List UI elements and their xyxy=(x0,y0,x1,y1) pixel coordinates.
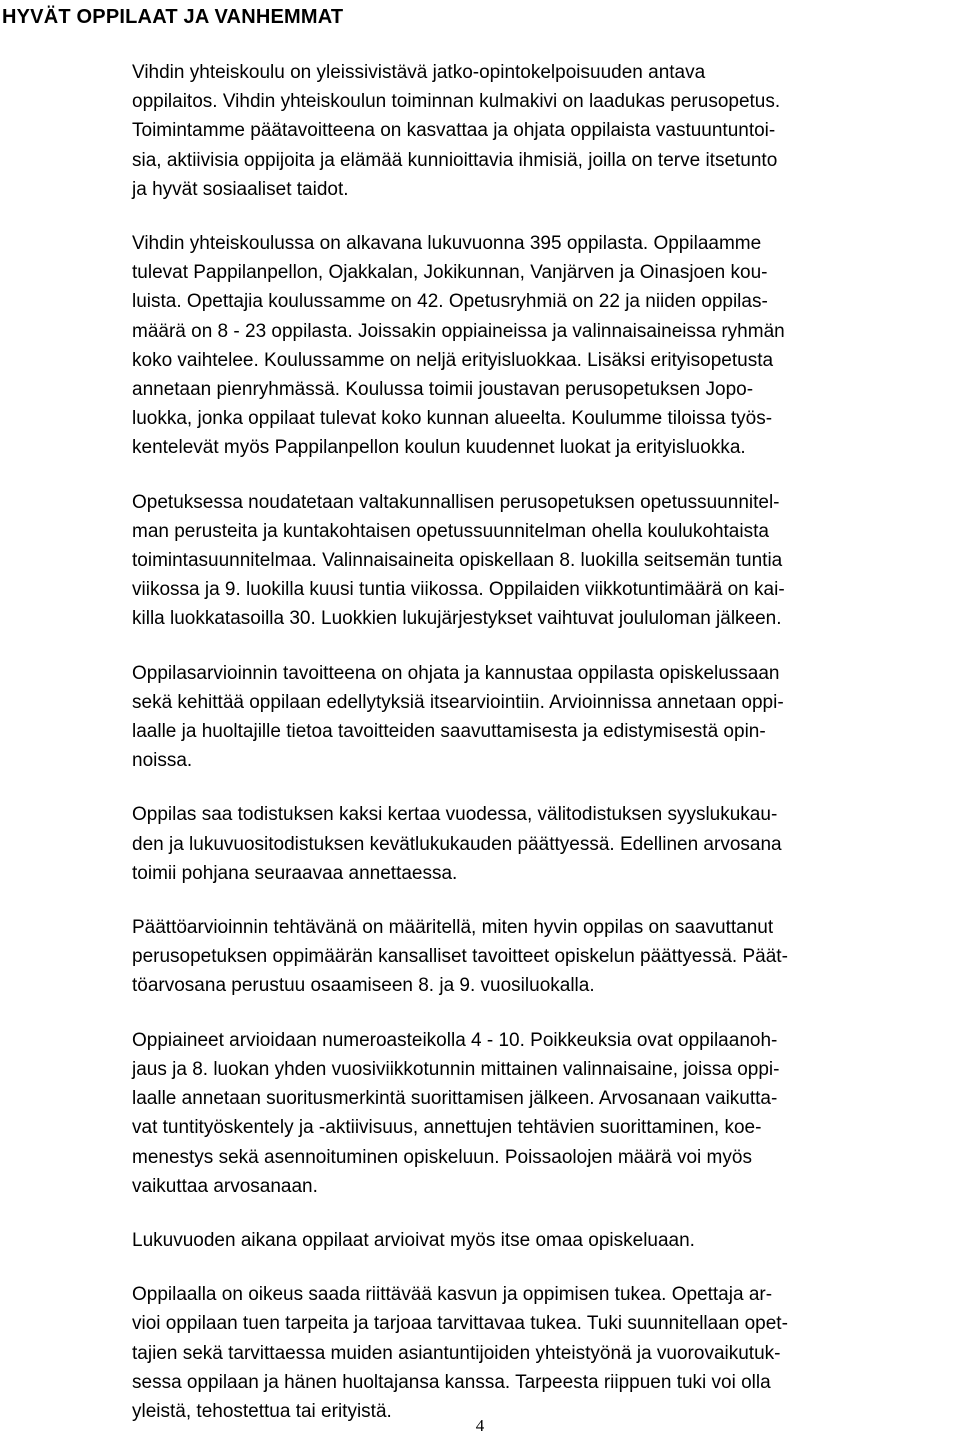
text-line: man perusteita ja kuntakohtaisen opetussuunnitelman ohella koulukohtaista xyxy=(132,520,769,542)
paragraph-final-assessment xyxy=(132,913,957,1001)
text-line: Opetuksessa noudatetaan valtakunnallisen perusopetuksen opetussuunnitel- xyxy=(132,491,780,513)
text-line: koko vaihtelee. Koulussamme on neljä erityisluokkaa. Lisäksi erityisopetusta xyxy=(132,349,774,371)
text-line: vaikuttaa arvosanaan. xyxy=(132,1175,318,1197)
text-line: jaus ja 8. luokan yhden vuosiviikkotunnin mittainen valinnaisaine, joissa oppi- xyxy=(132,1058,780,1080)
paragraph-mission xyxy=(132,58,957,204)
page-number: 4 xyxy=(475,1416,485,1435)
page-title: HYVÄT OPPILAAT JA VANHEMMAT xyxy=(2,6,344,28)
text-line: yleistä, tehostettua tai erityistä. xyxy=(132,1400,392,1422)
text-line: Vihdin yhteiskoulussa on alkavana lukuvuonna 395 oppilasta. Oppilaamme xyxy=(132,233,762,255)
text-line: määrä on 8 - 23 oppilasta. Joissakin oppiaineissa ja valinnaisaineissa ryhmän xyxy=(132,320,785,342)
text-line: perusopetuksen oppimäärän kansalliset tavoitteet opiskelun päättyessä. Päät- xyxy=(132,946,788,968)
text-line: Lukuvuoden aikana oppilaat arvioivat myös itse omaa opiskeluaan. xyxy=(132,1229,695,1251)
text-line: luista. Opettajia koulussamme on 42. Opetusryhmiä on 22 ja niiden oppilas- xyxy=(132,291,768,313)
text-line: töarvosana perustuu osaamiseen 8. ja 9. vuosiluokalla. xyxy=(132,975,595,997)
text-line: den ja lukuvuositodistuksen kevätlukukauden päättyessä. Edellinen arvosana xyxy=(132,833,782,855)
text-line: Vihdin yhteiskoulu on yleissivistävä jatko-opintokelpoisuuden antava xyxy=(132,62,706,83)
text-line: annetaan pienryhmässä. Koulussa toimii joustavan perusopetuksen Jopo- xyxy=(132,379,754,401)
text-line: laalle ja huoltajille tietoa tavoitteiden saavuttamisesta ja edistymisestä opin- xyxy=(132,721,766,743)
text-line: vat tuntityöskentely ja -aktiivisuus, annettujen tehtävien suorittaminen, koe- xyxy=(132,1117,762,1139)
text-line: tulevat Pappilanpellon, Ojakkalan, Jokikunnan, Vanjärven ja Oinasjoen kou- xyxy=(132,262,768,284)
text-line: menestys sekä asennoituminen opiskeluun. Poissaolojen määrä voi myös xyxy=(132,1146,752,1168)
paragraph-learning-support xyxy=(132,1280,957,1426)
text-line: kentelevät myös Pappilanpellon koulun kuudennet luokat ja erityisluokka. xyxy=(132,437,746,459)
text-line: Oppilasarvioinnin tavoitteena on ohjata ja kannustaa oppilasta opiskelussaan xyxy=(132,662,780,684)
text-line: Toimintamme päätavoitteena on kasvattaa ja ohjata oppilaista vastuuntuntoi- xyxy=(132,120,776,142)
text-line: toimintasuunnitelmaa. Valinnaisaineita opiskellaan 8. luokilla seitsemän tuntia xyxy=(132,550,783,572)
text-line: viikossa ja 9. luokilla kuusi tuntia viikossa. Oppilaiden viikkotuntimäärä on kai- xyxy=(132,579,785,601)
paragraph-curriculum xyxy=(132,488,957,634)
body-text xyxy=(132,58,957,1451)
text-line: Oppiaineet arvioidaan numeroasteikolla 4 - 10. Poikkeuksia ovat oppilaanoh- xyxy=(132,1029,778,1051)
text-line: ja hyvät sosiaaliset taidot. xyxy=(132,178,349,200)
paragraph-grading-scale xyxy=(132,1026,957,1201)
text-line: killa luokkatasoilla 30. Luokkien lukujärjestykset vaihtuvat joululoman jälkeen. xyxy=(132,608,782,630)
text-line: sia, aktiivisia oppijoita ja elämää kunnioittavia ihmisiä, joilla on terve itsetunto xyxy=(132,149,778,171)
text-line: noissa. xyxy=(132,750,193,772)
text-line: Päättöarvioinnin tehtävänä on määritellä, miten hyvin oppilas on saavuttanut xyxy=(132,917,774,939)
text-line: Oppilas saa todistuksen kaksi kertaa vuodessa, välitodistuksen syyslukukau- xyxy=(132,804,778,826)
text-line: Oppilaalla on oikeus saada riittävää kasvun ja oppimisen tukea. Opettaja ar- xyxy=(132,1284,773,1306)
paragraph-certificates xyxy=(132,800,957,888)
text-line: laalle annetaan suoritusmerkintä suorittamisen jälkeen. Arvosanaan vaikutta- xyxy=(132,1088,778,1110)
paragraph-self-assessment xyxy=(132,1226,957,1255)
paragraph-school-facts xyxy=(132,229,957,463)
text-line: tajien sekä tarvittaessa muiden asiantuntijoiden yhteistyönä ja vuorovaikutuk- xyxy=(132,1342,781,1364)
text-line: sessa oppilaan ja hänen huoltajansa kanssa. Tarpeesta riippuen tuki voi olla xyxy=(132,1371,771,1393)
text-line: luokka, jonka oppilaat tulevat koko kunnan alueelta. Koulumme tiloissa työs- xyxy=(132,408,773,430)
paragraph-assessment-goals xyxy=(132,659,957,776)
text-line: sekä kehittää oppilaan edellytyksiä itsearviointiin. Arvioinnissa annetaan oppi- xyxy=(132,691,784,713)
text-line: oppilaitos. Vihdin yhteiskoulun toiminnan kulmakivi on laadukas perusopetus. xyxy=(132,91,781,113)
text-line: toimii pohjana seuraavaa annettaessa. xyxy=(132,862,458,884)
text-line: vioi oppilaan tuen tarpeita ja tarjoaa tarvittavaa tukea. Tuki suunnitellaan opet- xyxy=(132,1313,788,1335)
